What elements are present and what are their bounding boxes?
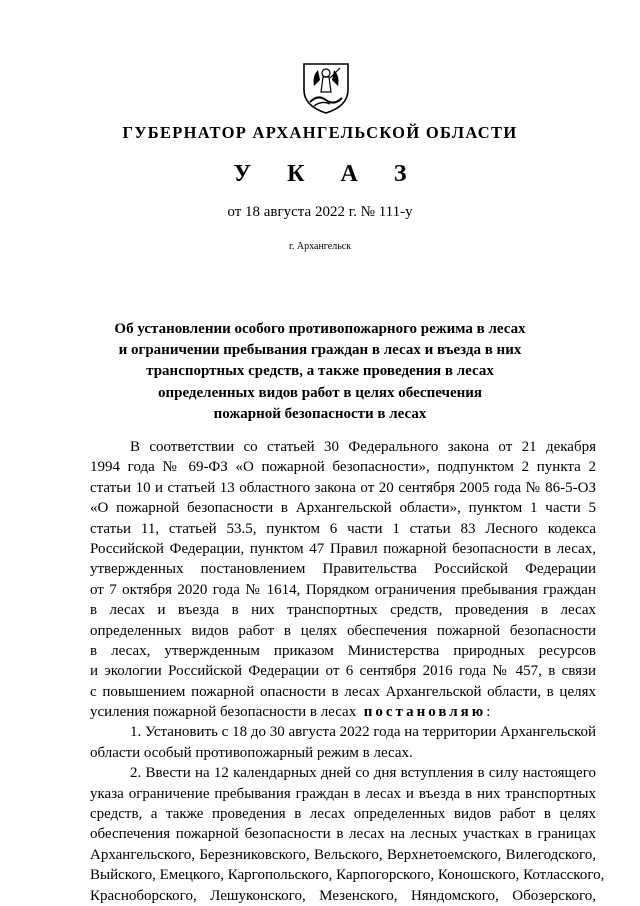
coat-of-arms-icon [296, 60, 356, 115]
preamble-last-prefix: усиления пожарной безопасности в лесах [90, 704, 357, 721]
subject-line: и ограничении пребывания граждан в лесах и въезда в них [118, 342, 522, 359]
preamble-line: в лесах и въезда в них транспортных средств, проведения в лесах [90, 602, 596, 619]
preamble-line: Российской Федерации, пунктом 47 Правил пожарной безопасности в лесах, [90, 540, 596, 557]
subject-line: транспортных средств, а также проведения в лесах [146, 363, 494, 380]
decree-subject [100, 319, 540, 425]
subject-line: Об установлении особого противопожарного режима в лесах [114, 321, 526, 337]
item-1-line: 1. Установить с 18 до 30 августа 2022 года на территории Архангельской [130, 724, 597, 741]
subject-line: пожарной безопасности в лесах [213, 405, 427, 422]
preamble-line: определенных видов работ в целях обеспечения пожарной безопасности [90, 622, 596, 639]
preamble-line: В соответствии со статьей 30 Федерального закона от 21 декабря [130, 439, 596, 455]
item-2-line: указа ограничение пребывания граждан в лесах и въезда в них транспортных [90, 785, 596, 802]
item-2-line: Выйского, Емецкого, Каргопольского, Карпогорского, Коношского, Котласского, [90, 867, 605, 884]
issuing-authority: ГУБЕРНАТОР АРХАНГЕЛЬСКОЙ ОБЛАСТИ [122, 123, 518, 142]
decree-colon: : [486, 704, 491, 721]
preamble-line: от 7 октября 2020 года № 1614, Порядком ограничения пребывания граждан [90, 581, 596, 598]
preamble-line: «О пожарной безопасности в Архангельской области», пунктом 1 части 5 [90, 500, 596, 517]
decree-body [90, 437, 605, 906]
document-type-title: У К А З [233, 161, 422, 187]
item-2-line: Архангельского, Березниковского, Вельского, Верхнетоемского, Вилегодского, [90, 846, 596, 863]
decree-word: постановляю [363, 704, 487, 721]
item-2-line: средств, а также проведения в лесах определенных видов работ в целях [90, 806, 596, 823]
preamble-line: утвержденных постановлением Правительства Российской Федерации [90, 561, 596, 578]
item-2-line: Красноборского, Лешуконского, Мезенского, Няндомского, Обозерского, [90, 887, 596, 904]
item-1-line: области особый противопожарный режим в лесах. [90, 744, 413, 761]
preamble-line: статьи 10 и статьей 13 областного закона от 20 сентября 2005 года № 86-5-ОЗ [90, 479, 596, 496]
preamble-line: с повышением пожарной опасности в лесах Архангельской области, в целях [90, 683, 596, 700]
date-and-number: от 18 августа 2022 г. № 111-у [227, 204, 413, 220]
preamble-final-line [90, 702, 596, 722]
preamble-line: и экологии Российской Федерации от 6 сентября 2016 года № 457, в связи [90, 663, 596, 680]
preamble-line: 1994 года № 69-ФЗ «О пожарной безопасности», подпунктом 2 пункта 2 [90, 459, 596, 476]
item-2-line: 2. Ввести на 12 календарных дней со дня вступления в силу настоящего [130, 765, 596, 782]
preamble-line: в лесах, утвержденным приказом Министерства природных ресурсов [90, 642, 596, 659]
item-2-line: обеспечения пожарной безопасности в лесах на лесных участках в границах [90, 826, 596, 843]
preamble-line: статьи 11, статьей 53.5, пунктом 6 части 1 статьи 83 Лесного кодекса [90, 520, 596, 537]
city-of-issue: г. Архангельск [288, 241, 352, 252]
subject-line: определенных видов работ в целях обеспечения [157, 384, 483, 401]
